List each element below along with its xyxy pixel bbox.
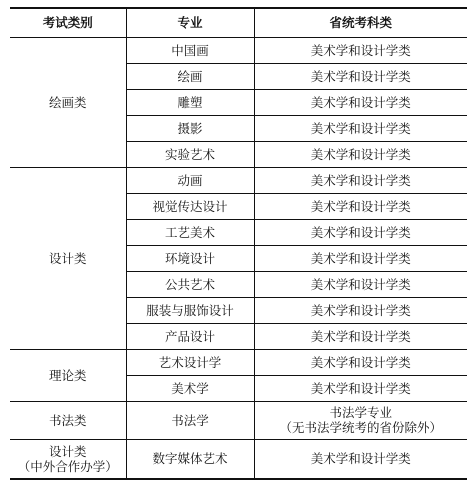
provincial-cell: 美术学和设计学类 [254, 323, 467, 349]
table-row [10, 349, 467, 375]
table-row [10, 37, 467, 63]
major-cell: 艺术设计学 [126, 349, 254, 375]
major-cell: 绘画 [126, 63, 254, 89]
major-cell: 实验艺术 [126, 141, 254, 167]
provincial-line: 书法学专业 [329, 405, 392, 420]
major-cell: 摄影 [126, 115, 254, 141]
provincial-cell: 美术学和设计学类 [254, 167, 467, 193]
major-cell: 工艺美术 [126, 219, 254, 245]
column-header-provincial: 省统考科类 [254, 8, 467, 37]
provincial-cell: 美术学和设计学类 [254, 439, 467, 479]
provincial-cell [254, 401, 467, 439]
provincial-cell: 美术学和设计学类 [254, 297, 467, 323]
provincial-cell: 美术学和设计学类 [254, 141, 467, 167]
major-cell: 公共艺术 [126, 271, 254, 297]
major-cell: 环境设计 [126, 245, 254, 271]
column-header-major: 专业 [126, 8, 254, 37]
provincial-cell: 美术学和设计学类 [254, 63, 467, 89]
major-cell: 美术学 [126, 375, 254, 401]
major-cell: 视觉传达设计 [126, 193, 254, 219]
table-row [10, 439, 467, 479]
provincial-cell: 美术学和设计学类 [254, 193, 467, 219]
category-note: （中外合作办学） [17, 458, 118, 474]
major-cell: 数字媒体艺术 [126, 439, 254, 479]
provincial-cell: 美术学和设计学类 [254, 115, 467, 141]
provincial-cell: 美术学和设计学类 [254, 375, 467, 401]
provincial-cell: 美术学和设计学类 [254, 245, 467, 271]
provincial-cell: 美术学和设计学类 [254, 349, 467, 375]
provincial-cell: 美术学和设计学类 [254, 89, 467, 115]
category-cell: 书法类 [10, 401, 126, 439]
major-cell: 产品设计 [126, 323, 254, 349]
major-cell: 书法学 [126, 401, 254, 439]
provincial-cell: 美术学和设计学类 [254, 37, 467, 63]
provincial-note: （无书法学统考的省份除外） [279, 420, 442, 435]
table-row [10, 401, 467, 439]
column-header-category: 考试类别 [10, 8, 126, 37]
major-cell: 雕塑 [126, 89, 254, 115]
major-cell: 服装与服饰设计 [126, 297, 254, 323]
category-cell: 设计类 [10, 167, 126, 349]
table-row [10, 167, 467, 193]
provincial-cell: 美术学和设计学类 [254, 219, 467, 245]
major-cell: 中国画 [126, 37, 254, 63]
provincial-cell: 美术学和设计学类 [254, 271, 467, 297]
major-cell: 动画 [126, 167, 254, 193]
exam-category-table [10, 7, 467, 480]
table-header-row [10, 8, 467, 37]
category-cell: 绘画类 [10, 37, 126, 167]
category-line: 设计类 [48, 443, 87, 459]
category-cell [10, 439, 126, 479]
category-cell: 理论类 [10, 349, 126, 401]
